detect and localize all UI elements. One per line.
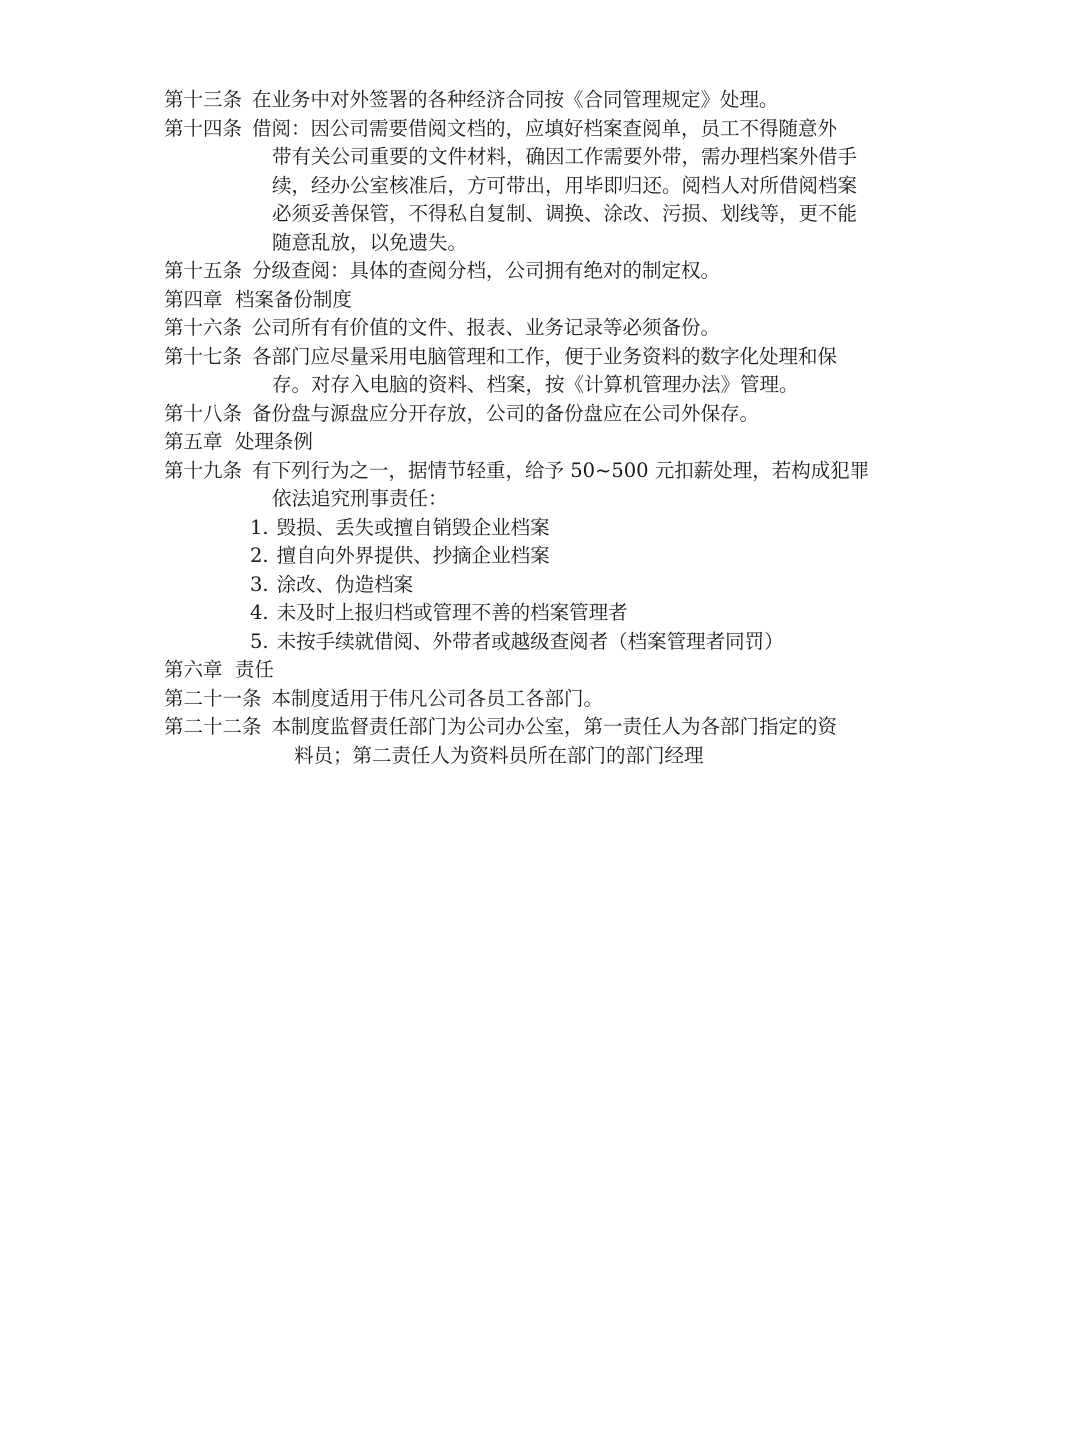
article-text: 公司所有有价值的文件、报表、业务记录等必须备份。 xyxy=(252,316,721,339)
list-text: 毁损、丢失或擅自销毁企业档案 xyxy=(276,515,550,539)
list-text: 涂改、伪造档案 xyxy=(276,572,414,596)
article-text: 分级查阅：具体的查阅分档，公司拥有绝对的制定权。 xyxy=(252,259,721,282)
article-text: 各部门应尽量采用电脑管理和工作，便于业务资料的数字化处理和保 xyxy=(252,344,838,368)
article-13 xyxy=(164,86,924,115)
article-18 xyxy=(164,400,924,429)
article-text: 料员；第二责任人为资料员所在部门的部门经理 xyxy=(294,743,704,767)
list-item xyxy=(164,599,924,628)
article-text: 必须妥善保管，不得私自复制、调换、涂改、污损、划线等，更不能 xyxy=(272,202,858,225)
article-19 xyxy=(164,457,924,657)
list-item xyxy=(164,542,924,571)
list-text: 未按手续就借阅、外带者或越级查阅者（档案管理者同罚） xyxy=(276,629,784,653)
article-label: 第二十一条 xyxy=(164,686,262,710)
article-label: 第二十二条 xyxy=(164,715,262,738)
article-text: 本制度适用于伟凡公司各员工各部门。 xyxy=(271,686,604,710)
list-number: 5. xyxy=(250,629,269,653)
chapter-4-heading: 第四章 档案备份制度 xyxy=(164,287,352,311)
article-22 xyxy=(164,713,924,770)
article-text: 在业务中对外签署的各种经济合同按《合同管理规定》处理。 xyxy=(252,88,779,111)
article-15 xyxy=(164,257,924,286)
article-label: 第十五条 xyxy=(164,259,243,282)
article-label: 第十六条 xyxy=(164,316,243,339)
list-number: 4. xyxy=(250,601,269,624)
article-label: 第十九条 xyxy=(164,458,243,482)
article-label: 第十八条 xyxy=(164,401,243,425)
article-label: 第十三条 xyxy=(164,88,243,111)
article-label: 第十七条 xyxy=(164,344,243,368)
list-item xyxy=(164,628,924,657)
article-text: 借阅：因公司需要借阅文档的，应填好档案查阅单，员工不得随意外 xyxy=(252,116,838,140)
article-text: 随意乱放，以免遗失。 xyxy=(272,230,468,254)
list-item xyxy=(164,571,924,600)
chapter-5-heading: 第五章 处理条例 xyxy=(164,430,313,453)
article-text: 存。对存入电脑的资料、档案，按《计算机管理办法》管理。 xyxy=(272,373,799,396)
article-text: 有下列行为之一，据情节轻重，给予 50~500 元扣薪处理，若构成犯罪 xyxy=(252,458,870,482)
article-14 xyxy=(164,115,924,258)
article-text: 续，经办公室核准后，方可带出，用毕即归还。阅档人对所借阅档案 xyxy=(272,173,858,197)
article-text: 依法追究刑事责任： xyxy=(272,487,448,510)
article-text: 本制度监督责任部门为公司办公室，第一责任人为各部门指定的资 xyxy=(271,715,838,738)
article-21 xyxy=(164,685,924,714)
article-label: 第十四条 xyxy=(164,116,243,140)
list-number: 3. xyxy=(250,572,269,596)
article-16 xyxy=(164,314,924,343)
list-item xyxy=(164,514,924,543)
article-text: 带有关公司重要的文件材料，确因工作需要外带，需办理档案外借手 xyxy=(272,145,858,168)
list-number: 2. xyxy=(250,544,269,567)
list-text: 擅自向外界提供、抄摘企业档案 xyxy=(276,544,550,567)
article-17 xyxy=(164,343,924,400)
chapter-6-heading: 第六章 责任 xyxy=(164,658,274,681)
document-body xyxy=(164,86,924,770)
list-number: 1. xyxy=(250,515,269,539)
article-text: 备份盘与源盘应分开存放，公司的备份盘应在公司外保存。 xyxy=(252,401,760,425)
list-text: 未及时上报归档或管理不善的档案管理者 xyxy=(276,601,628,624)
